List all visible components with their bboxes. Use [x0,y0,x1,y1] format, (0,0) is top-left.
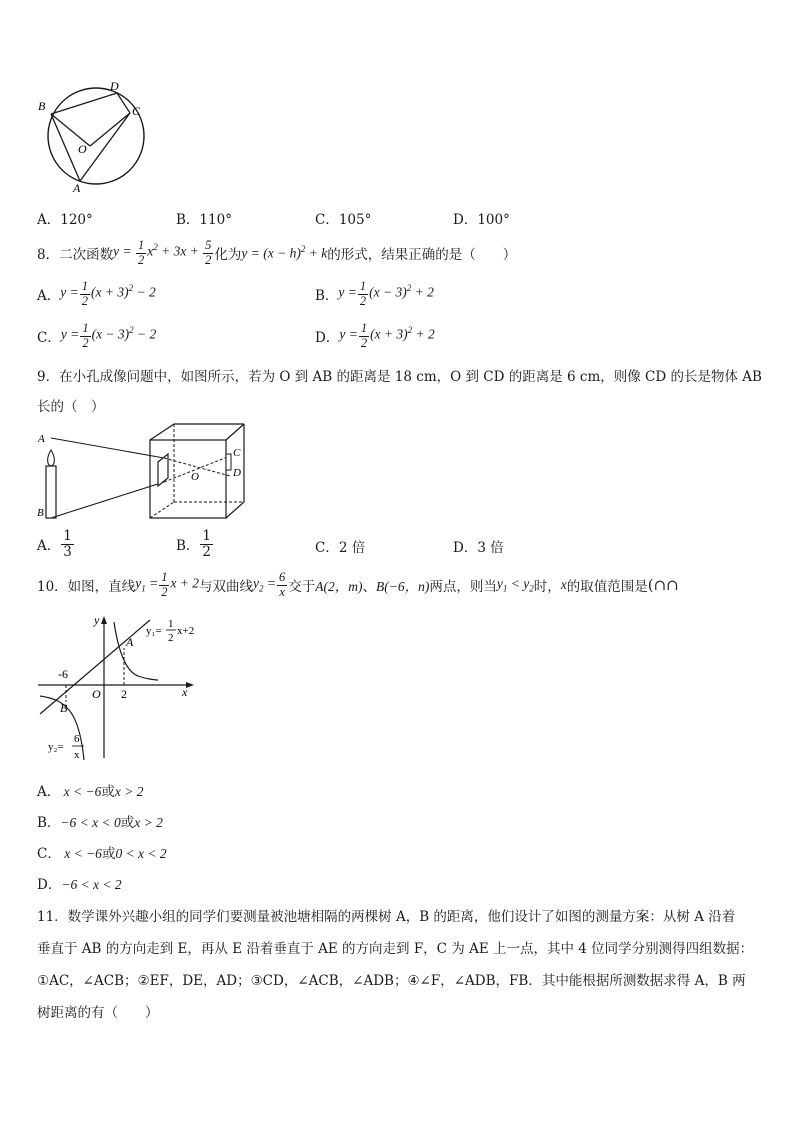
q9-option-b-den: 2 [202,543,212,560]
q10-tick-neg6: -6 [58,667,68,681]
q8-option-d-label: D． [315,330,340,346]
q10-line-expr: $y_1$ = $\frac{1}{2}$ x + 2 [135,570,200,599]
q10-y1-rest: x+2 [177,625,195,637]
q9-label-o: O [191,471,199,483]
q10-option-c-label: C． [37,846,61,862]
q7-option-c[interactable]: C．105° [315,212,372,228]
q9-option-c[interactable]: C．2 倍 [315,540,366,556]
q9-option-b-label: B． [176,538,200,554]
q8-option-b-label: B． [315,288,339,304]
q9-stem-line1: 9．在小孔成像问题中，如图所示，若为 O 到 AB 的距离是 18 cm，O 到 CD 的距离是 6 cm，则像 CD 的长是物体 AB [37,369,762,385]
q10-point-b-label: B [60,701,68,715]
q8-option-c[interactable]: C． y = $\frac{1}{2}$ $(x - 3)^2 - 2$ [37,321,157,350]
q10-x-axis-label: x [182,685,188,699]
q9-pinhole-figure [34,420,250,522]
q10-point-b: B(−6，n) [376,579,430,594]
q10-paren: (∩∩ [647,576,679,594]
q11-stem-line3: ①AC，∠ACB；②EF，DE，AD；③CD，∠ACB，∠ADB；④∠F，∠ADB，FB．其中能根据所测数据求得 A，B 两 [37,973,746,989]
q10-text3: 两点，则当 [429,579,497,595]
q8-function-expr: y = $\frac{1}{2}$ $x^2 + 3x$ + $\frac{5}{2}$ [113,238,212,267]
q8-option-a[interactable]: A． y = $\frac{1}{2}$ $(x + 3)^2 - 2$ [37,279,156,308]
q8-number: 8． [37,247,60,263]
q11-stem-line4: 树距离的有（ ） [37,1005,159,1021]
q11-stem-line2: 垂直于 AB 的方向走到 E，再从 E 沿着垂直于 AE 的方向走到 F，C 为 AE 上一点，其中 4 位同学分别测得四组数据： [37,941,754,957]
q9-label-c: C [233,447,241,459]
q8-option-b[interactable]: B． y = $\frac{1}{2}$ $(x - 3)^2 + 2$ [315,279,434,308]
q10-y2-label: y₂= [48,741,64,753]
q10-origin-label: O [92,687,101,701]
q7-label-d: D [110,79,119,93]
q9-stem-line2: 长的（ ） [37,399,105,415]
q9-option-a-num: 1 [63,528,72,545]
q10-text1: 与双曲线 [199,579,254,595]
q7-label-a: A [73,181,81,195]
q7-circle-figure [30,78,160,196]
q10-y1-frac-den: 2 [168,632,174,644]
q10-tick-2: 2 [121,687,127,701]
q10-option-b-label: B． [37,815,61,831]
q10-condition: $y_1 < y_2$ [496,576,534,594]
q8-suffix: 的形式，结果正确的是（ ） [327,247,517,263]
q9-label-b: B [37,507,44,519]
q7-label-o: O [78,142,87,156]
q10-option-a-label: A． [37,784,61,800]
q10-option-b[interactable]: B．−6 < x < 0或x > 2 [37,815,163,831]
q10-option-a[interactable]: A． x < −6或x > 2 [37,784,144,800]
q10-hyperbola-expr: $y_2$ = $\frac{6}{x}$ [253,570,286,599]
q9-option-a[interactable] [37,524,75,564]
q10-graph [34,610,220,772]
q9-label-d: D [233,467,241,479]
q10-y1-label: y₁= [146,625,162,637]
q7-option-a[interactable]: A．120° [37,212,93,228]
q10-number: 10．如图，直线 [37,579,136,595]
q8-stem [37,236,516,270]
q10-point-a: A(2，m) [315,579,363,594]
q9-option-b[interactable] [176,524,214,564]
q9-option-d[interactable]: D．3 倍 [453,540,504,556]
q9-label-a: A [38,433,45,445]
q8-option-d[interactable]: D． y = $\frac{1}{2}$ $(x + 3)^2 + 2$ [315,321,435,350]
q11-stem-line1: 11．数学课外兴趣小组的同学们要测量被池塘相隔的两棵树 A，B 的距离，他们设计了如图的测量方案：从树 A 沿着 [37,909,736,925]
q7-label-b: B [38,99,46,113]
q10-point-a-label: A [126,635,134,649]
q10-text5: 的取值范围是 [566,579,648,595]
q9-option-a-den: 3 [63,543,72,560]
q9-option-b-num: 1 [202,528,212,545]
q8-mid: 化为 [214,247,242,263]
q10-y2-frac-num: 6 [74,733,80,745]
q10-text2: 交于 [288,579,316,595]
q10-y2-frac-den: x [74,749,80,761]
q10-option-d-label: D． [37,877,62,893]
q8-option-c-label: C． [37,330,61,346]
q8-option-a-label: A． [37,288,61,304]
q10-option-c[interactable]: C． x < −6或0 < x < 2 [37,846,167,862]
q7-option-b[interactable]: B．110° [176,212,232,228]
q7-label-c: C [132,104,141,118]
q8-vertex-form: $y = (x - h)^2 + k$ [241,244,328,261]
q10-y1-frac-num: 1 [168,618,174,630]
q10-y-axis-label: y [94,613,100,627]
q7-option-d[interactable]: D．100° [453,212,510,228]
q10-option-d[interactable]: D．−6 < x < 2 [37,877,122,893]
q10-stem: 10．如图，直线 $y_1$ = $\frac{1}{2}$ x + 2 与双曲线 $y_2$ = $\frac{6}{x}$ 交于 A(2，m) 、 B(−6，n) 两点，则当 $y_1 < y_2$ 时， x 的取值范围是 (∩∩ [37,570,679,599]
q8-prefix: 二次函数 [59,247,114,263]
q9-option-a-label: A． [37,538,61,554]
q10-text4: 时， [533,579,561,595]
